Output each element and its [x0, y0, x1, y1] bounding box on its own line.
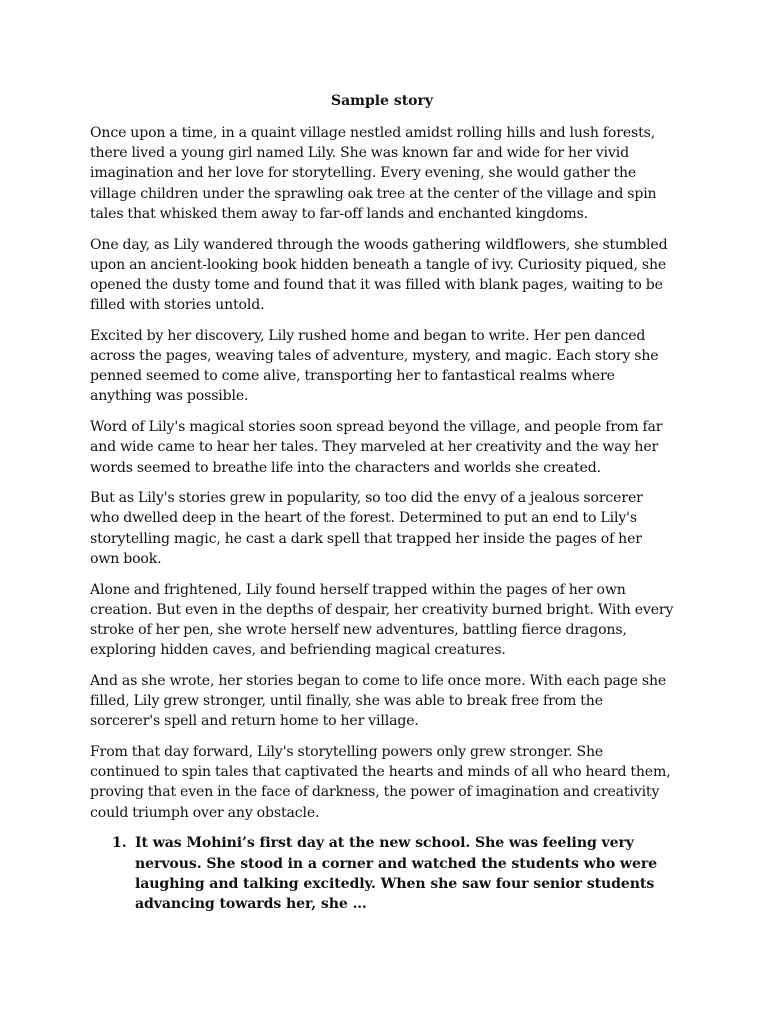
numbered-list-item — [90, 833, 674, 914]
story-paragraph-8: From that day forward, Lily's storytelling powers only grew stronger. She continued to spin tales that captivated the hearts and minds of all who heard them, proving that even in the face of darkness, the power of imagination and creativity could triumph over any obstacle. — [90, 743, 671, 821]
story-paragraph-3: Excited by her discovery, Lily rushed home and began to write. Her pen danced across the pages, weaving tales of adventure, mystery, and magic. Each story she penned seemed to come alive, transporting her to fantastical realms where anything was possible. — [90, 327, 659, 405]
story-paragraph-4: Word of Lily's magical stories soon spread beyond the village, and people from far and wide came to hear her tales. They marveled at her creativity and the way her words seemed to breathe life into the characters and worlds she created. — [90, 419, 663, 476]
list-item-text: It was Mohini’s first day at the new school. She was feeling very nervous. She stood in a corner and watched the students who were laughing and talking excitedly. When she saw four senior students advancing towards her, she … — [135, 835, 658, 912]
document-body — [90, 91, 674, 914]
numbered-list — [90, 833, 674, 914]
story-paragraph-7: And as she wrote, her stories began to come to life once more. With each page she filled, Lily grew stronger, until finally, she was able to break free from the sorcerer's spell and return home to her village. — [90, 672, 667, 730]
story-paragraph-1: Once upon a time, in a quaint village nestled amidst rolling hills and lush forests, there lived a young girl named Lily. She was known far and wide for her vivid imagination and her love for storytelling. Every evening, she would gather the village children under the sprawling oak tree at the center of the village and spin tales that whisked them away to far-off lands and enchanted kingdoms. — [90, 125, 657, 222]
story-paragraph-6: Alone and frightened, Lily found herself trapped within the pages of her own creation. But even in the depths of despair, her creativity burned bright. With every stroke of her pen, she wrote herself new adventures, battling fierce dragons, exploring hidden caves, and befriending magical creatures. — [90, 581, 674, 659]
story-paragraph-2: One day, as Lily wandered through the woods gathering wildflowers, she stumbled upon an ancient-looking book hidden beneath a tangle of ivy. Curiosity piqued, she opened the dusty tome and found that it was filled with blank pages, waiting to be filled with stories untold. — [90, 236, 668, 314]
story-paragraph-5: But as Lily's stories grew in popularity, so too did the envy of a jealous sorcerer who dwelled deep in the heart of the forest. Determined to put an end to Lily's storytelling magic, he cast a dark spell that trapped her inside the pages of her own book. — [90, 490, 643, 567]
document-title: Sample story — [330, 93, 434, 109]
list-item-number: 1. — [112, 835, 127, 852]
